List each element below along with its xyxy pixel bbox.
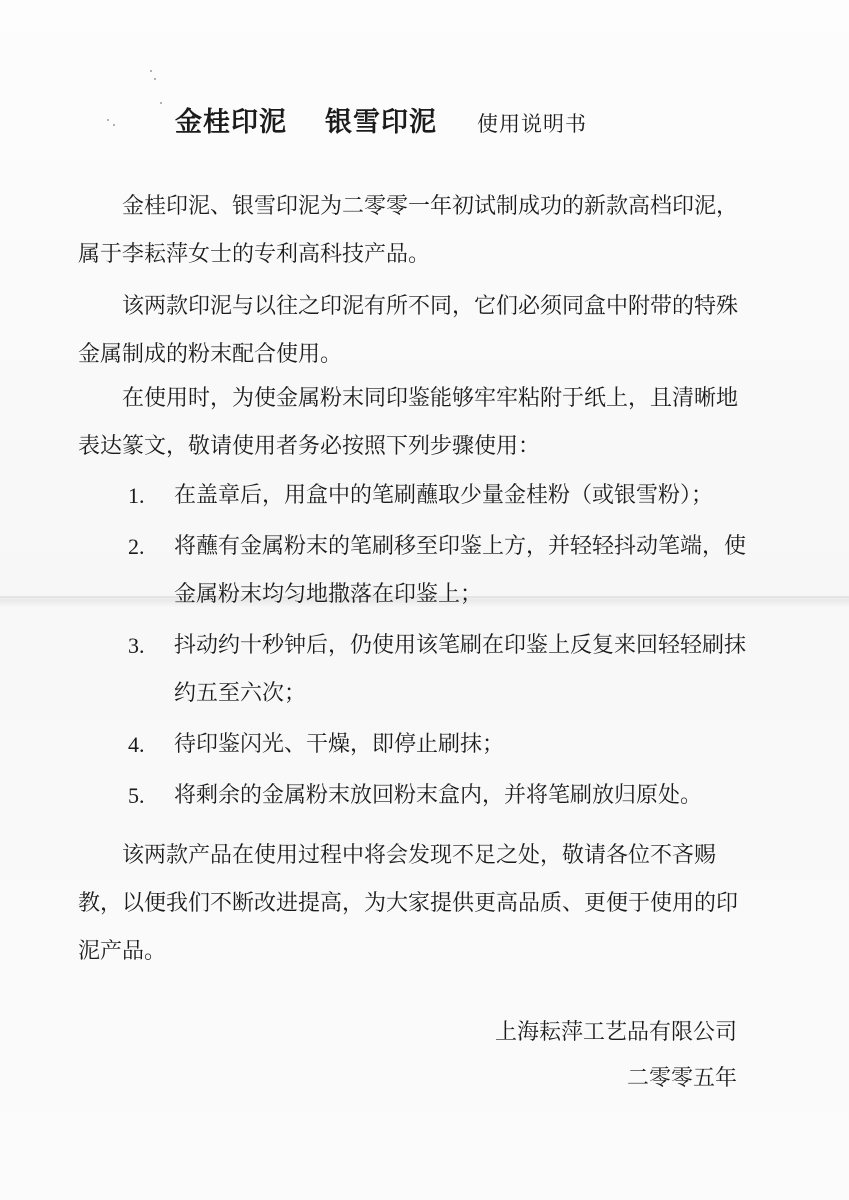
step-item <box>128 622 750 718</box>
paper-speck <box>160 102 162 104</box>
paper-speck <box>113 124 115 126</box>
intro-paragraph-1: 金桂印泥、银雪印泥为二零零一年初试制成功的新款高档印泥，属于李耘萍女士的专利高科技产品。 <box>78 194 739 267</box>
step-number: 5. <box>128 783 145 808</box>
step-item <box>128 523 750 619</box>
step-item <box>128 772 750 820</box>
closing-paragraph: 该两款产品在使用过程中将会发现不足之处，敬请各位不吝赐教，以便我们不断改进提高，为大家提供更高品质、更便于使用的印泥产品。 <box>78 843 739 964</box>
step-item <box>128 472 750 520</box>
step-text: 将蘸有金属粉末的笔刷移至印鉴上方，并轻轻抖动笔端，使金属粉末均匀地撒落在印鉴上； <box>174 534 747 607</box>
step-number: 2. <box>128 534 145 559</box>
title-yinxue: 银雪印泥 <box>325 107 437 138</box>
paper-speck <box>107 119 109 121</box>
step-number: 3. <box>128 633 145 658</box>
document-title <box>175 100 735 144</box>
step-number: 4. <box>128 732 145 757</box>
step-text: 抖动约十秒钟后，仍使用该笔刷在印鉴上反复来回轻轻刷抹约五至六次； <box>174 633 747 706</box>
paper-speck <box>150 70 152 72</box>
step-item <box>128 721 750 769</box>
document-date: 二零零五年 <box>626 1066 737 1091</box>
step-text: 将剩余的金属粉末放回粉末盒内，并将笔刷放归原处。 <box>174 783 703 808</box>
signature-block <box>495 1010 737 1102</box>
intro-paragraph-2: 该两款印泥与以往之印泥有所不同，它们必须同盒中附带的特殊金属制成的粉末配合使用。 <box>78 294 739 367</box>
step-number: 1. <box>128 483 145 508</box>
title-subtitle: 使用说明书 <box>477 112 587 136</box>
step-text: 待印鉴闪光、干燥，即停止刷抹； <box>174 732 505 757</box>
title-jingui: 金桂印泥 <box>175 107 287 138</box>
paper-speck <box>154 78 156 80</box>
steps-list <box>128 472 750 823</box>
company-name: 上海耘萍工艺品有限公司 <box>494 1020 737 1045</box>
step-text: 在盖章后，用盒中的笔刷蘸取少量金桂粉（或银雪粉）； <box>174 483 714 508</box>
intro-paragraph-3: 在使用时，为使金属粉末同印鉴能够牢牢粘附于纸上，且清晰地表达篆文，敬请使用者务必按照下列步骤使用： <box>78 386 739 459</box>
